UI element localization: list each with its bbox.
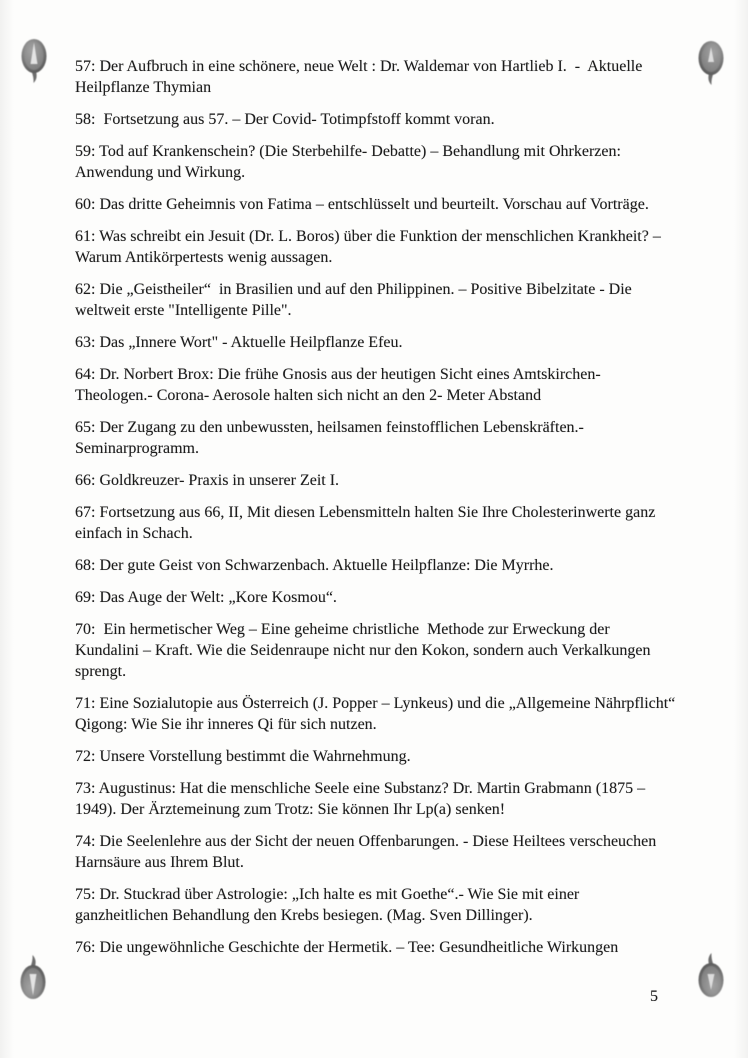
spiral-shell-icon	[18, 950, 48, 1004]
spiral-shell-icon	[696, 36, 726, 90]
page-number: 5	[650, 988, 658, 1005]
toc-item: 69: Das Auge der Welt: „Kore Kosmou“.	[75, 589, 337, 606]
toc-item: 65: Der Zugang zu den unbewussten, heilsamen feinstofflichen Lebenskräften.- Seminarprogramm.	[75, 419, 588, 457]
toc-item: 64: Dr. Norbert Brox: Die frühe Gnosis aus der heutigen Sicht eines Amtskirchen- Theologen.- Corona- Aerosole halten sich nicht an den 2- Meter Abstand	[75, 366, 605, 404]
corner-ornament-top-right	[696, 36, 726, 90]
spiral-shell-icon	[19, 34, 49, 88]
toc-item: 63: Das „Innere Wort" - Aktuelle Heilpflanze Efeu.	[75, 334, 403, 351]
toc-item: 71: Eine Sozialutopie aus Österreich (J. Popper – Lynkeus) und die „Allgemeine Nährpflicht“ Qigong: Wie Sie ihr inneres Qi für sich nutzen.	[75, 695, 680, 733]
toc-item: 76: Die ungewöhnliche Geschichte der Hermetik. – Tee: Gesundheitliche Wirkungen	[75, 939, 619, 956]
corner-ornament-bottom-right	[696, 948, 726, 1002]
toc-item: 66: Goldkreuzer- Praxis in unserer Zeit I.	[75, 472, 340, 489]
toc-item: 60: Das dritte Geheimnis von Fatima – entschlüsselt und beurteilt. Vorschau auf Vorträge.	[75, 196, 649, 213]
toc-list	[75, 56, 680, 969]
toc-item: 68: Der gute Geist von Schwarzenbach. Aktuelle Heilpflanze: Die Myrrhe.	[75, 557, 554, 574]
toc-item: 74: Die Seelenlehre aus der Sicht der neuen Offenbarungen. - Diese Heiltees verscheuchen Harnsäure aus Ihrem Blut.	[75, 833, 661, 871]
toc-item: 61: Was schreibt ein Jesuit (Dr. L. Boros) über die Funktion der menschlichen Krankheit? – Warum Antikörpertests wenig aussagen.	[75, 228, 665, 266]
toc-item: 57: Der Aufbruch in eine schönere, neue Welt : Dr. Waldemar von Hartlieb I. - Aktuelle Heilpflanze Thymian	[75, 58, 647, 96]
toc-item: 72: Unsere Vorstellung bestimmt die Wahrnehmung.	[75, 748, 411, 765]
toc-item: 67: Fortsetzung aus 66, II, Mit diesen Lebensmitteln halten Sie Ihre Cholesterinwerte ganz einfach in Schach.	[75, 504, 660, 542]
corner-ornament-bottom-left	[18, 950, 48, 1004]
corner-ornament-top-left	[19, 34, 49, 88]
toc-item: 58: Fortsetzung aus 57. – Der Covid- Totimpfstoff kommt voran.	[75, 111, 495, 128]
spiral-shell-icon	[696, 948, 726, 1002]
toc-item: 75: Dr. Stuckrad über Astrologie: „Ich halte es mit Goethe“.- Wie Sie mit einer ganzheitlichen Behandlung den Krebs besiegen. (Mag. Sven Dillinger).	[75, 886, 584, 924]
toc-item: 62: Die „Geistheiler“ in Brasilien und auf den Philippinen. – Positive Bibelzitate - Die weltweit erste "Intelligente Pille".	[75, 281, 636, 319]
toc-item: 70: Ein hermetischer Weg – Eine geheime christliche Methode zur Erweckung der Kundalini – Kraft. Wie die Seidenraupe nicht nur den Kokon, sondern auch Verkalkungen sprengt.	[75, 621, 655, 680]
toc-item: 73: Augustinus: Hat die menschliche Seele eine Substanz? Dr. Martin Grabmann (1875 – 1949). Der Ärztemeinung zum Trotz: Sie können Ihr Lp(a) senken!	[75, 780, 650, 818]
toc-item: 59: Tod auf Krankenschein? (Die Sterbehilfe- Debatte) – Behandlung mit Ohrkerzen: Anwendung und Wirkung.	[75, 143, 625, 181]
